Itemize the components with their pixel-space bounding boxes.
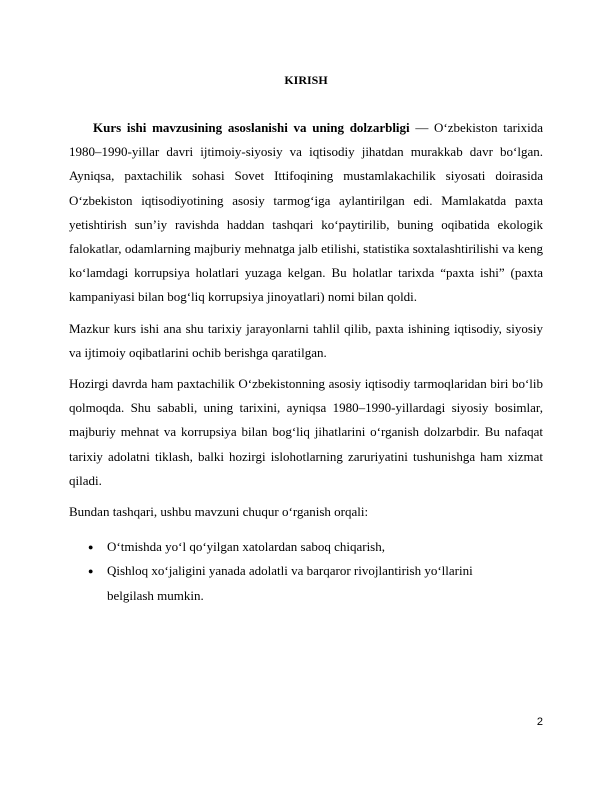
paragraph-intro bbox=[69, 116, 543, 310]
body-text bbox=[69, 116, 543, 608]
bullet-icon: ● bbox=[88, 542, 94, 553]
paragraph-intro-text: — O‘zbekiston tarixida 1980–1990-yillar davri ijtimoiy-siyosiy va iqtisodiy jihatdan murakkab davr bo‘lgan. Ayniqsa, paxtachilik sohasi Sovet Ittifoqining mustamlakachilik siyosati doirasida O‘zbekiston iqtisodiyotining asosiy tarmog‘iga aylantirilgan edi. Mamlakatda paxta yetishtirish sun’iy ravishda haddan tashqari ko‘paytirilib, buning oqibatida ekologik falokatlar, odamlarning majburiy mehnatga jalb etilishi, statistika soxtalashtirilishi va keng ko‘lamdagi korrupsiya holatlari yuzaga kelgan. Bu holatlar tarixda “paxta ishi” (paxta kampaniyasi bilan bog‘liq korrupsiya jinoyatlari) nomi bilan qoldi. bbox=[69, 120, 543, 305]
bullet-item bbox=[69, 535, 543, 559]
bullet-text: Qishloq xo‘jaligini yanada adolatli va barqaror rivojlantirish yo‘llarini belgilash mumkin. bbox=[107, 563, 473, 603]
paragraph-purpose: Mazkur kurs ishi ana shu tarixiy jarayonlarni tahlil qilib, paxta ishining iqtisodiy, siyosiy va ijtimoiy oqibatlarini ochib berishga qaratilgan. bbox=[69, 320, 543, 360]
section-heading: KIRISH bbox=[284, 73, 328, 87]
bullet-item bbox=[69, 559, 543, 607]
paragraph-lead-bold: Kurs ishi mavzusining asoslanishi va uning dolzarbligi bbox=[93, 120, 410, 135]
paragraph-relevance: Hozirgi davrda ham paxtachilik O‘zbekistonning asosiy iqtisodiy tarmoqlaridan biri bo‘lib qolmoqda. Shu sababli, uning tarixini, ayniqsa 1980–1990-yillardagi siyosiy bosimlar, majburiy mehnat va korrupsiya bilan bog‘liq jihatlarini o‘rganish dolzarbdir. Bu nafaqat tarixiy adolatni tiklash, balki hozirgi islohotlarning zaruriyatini tushunishga ham xizmat qiladi. bbox=[69, 376, 543, 488]
bullet-text: O‘tmishda yo‘l qo‘yilgan xatolardan saboq chiqarish, bbox=[107, 539, 385, 555]
paragraph-list-intro: Bundan tashqari, ushbu mavzuni chuqur o‘rganish orqali: bbox=[69, 504, 369, 520]
bullet-icon: ● bbox=[88, 566, 94, 577]
bullet-list bbox=[69, 535, 543, 608]
page-number: 2 bbox=[536, 716, 543, 728]
